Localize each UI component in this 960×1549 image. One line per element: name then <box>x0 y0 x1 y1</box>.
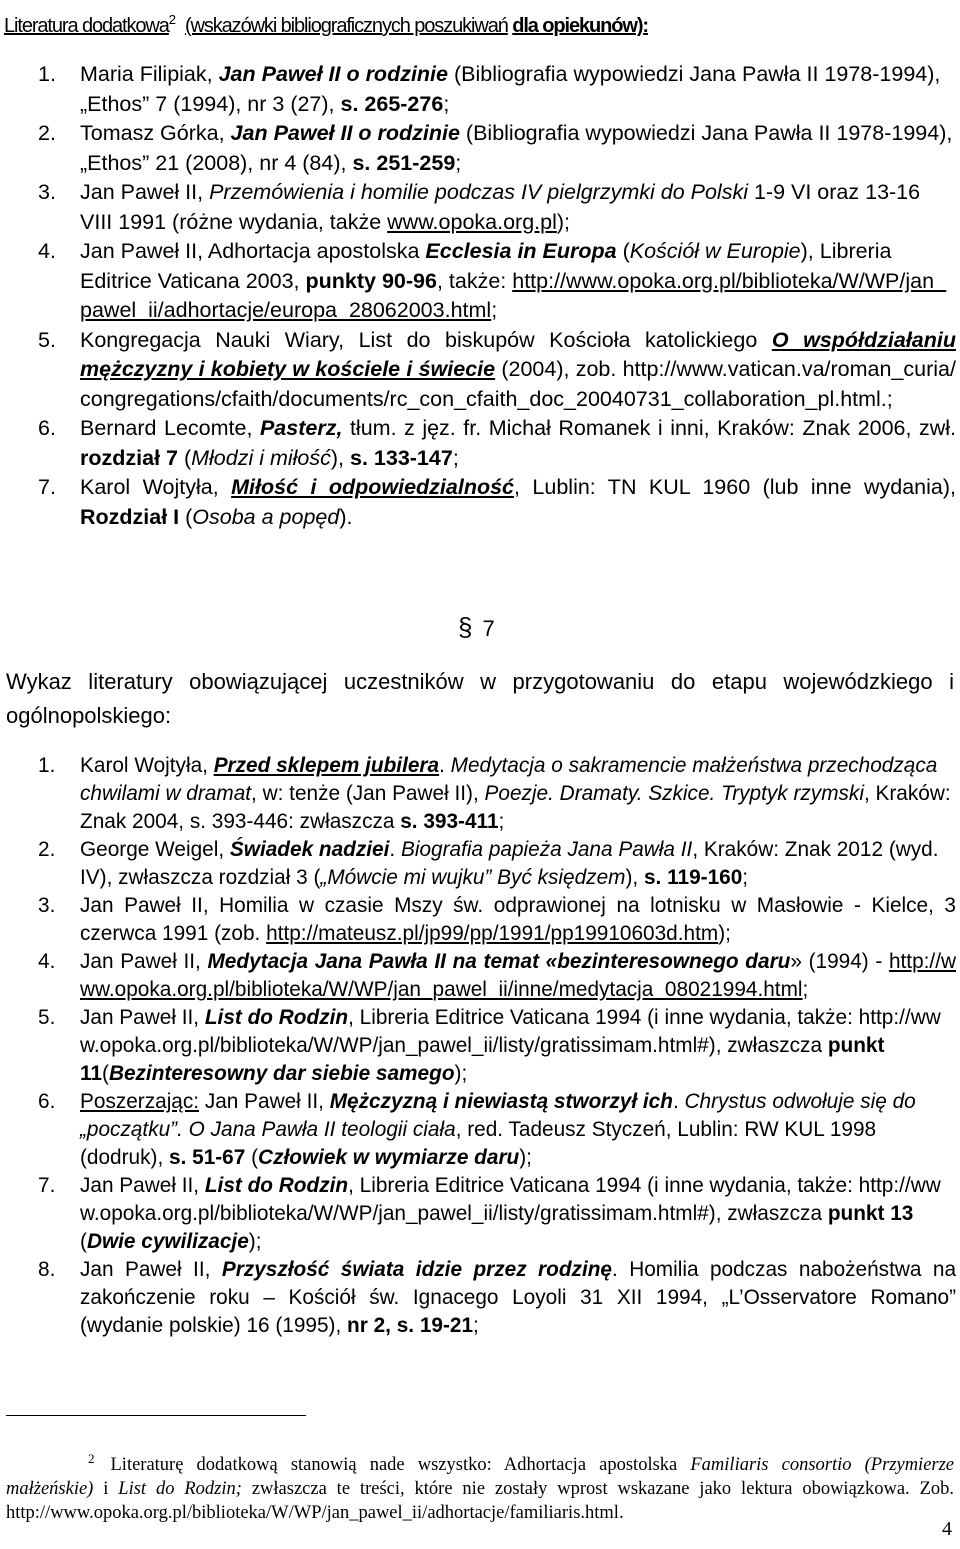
entry-text-segment: Świadek nadziei <box>229 838 390 861</box>
entry-text-segment: . Homilia podczas nabożeństwa na zakończenie roku – Kościół św. Ignacego Loyoli 31 XII 1994, „L’Osservatore Romano” (wydanie polskie) 16 (1995), <box>80 1258 957 1337</box>
entry-text-segment: List do Rodzin <box>204 1174 349 1197</box>
entry-text-segment: (Bibliografia wypowiedzi Jana Pawła II 1978-1994), „Ethos” 7 (1994), nr 3 (27), <box>80 62 941 116</box>
entry-text-segment: s. 51-67 <box>169 1146 246 1169</box>
entry-text-segment: Literaturę dodatkową stanowią nade wszystko: Adhortacja apostolska <box>110 1455 691 1475</box>
entry-text-segment: Jan Paweł II, <box>80 1174 205 1197</box>
entry-text-segment: Przed sklepem jubilera <box>213 754 440 777</box>
section-number: 7 <box>482 616 495 641</box>
page-number: 4 <box>942 1518 952 1540</box>
entry-text-segment: s. 133-147 <box>350 445 453 470</box>
entry-text-segment: ( <box>177 445 192 470</box>
entry-number: 7. <box>38 475 56 499</box>
bibliography-entry <box>0 326 960 415</box>
entry-text-segment: ( <box>80 1230 87 1253</box>
entry-text-segment: . <box>439 754 451 777</box>
entry-text-segment: ( <box>245 1146 259 1169</box>
entry-text-segment: punkty 90-96 <box>305 268 437 293</box>
entry-text-segment: s. 251-259 <box>352 150 456 175</box>
entry-text-segment: Biografia papieża Jana Pawła II <box>400 838 693 861</box>
entry-text-segment: , red. Tadeusz Styczeń, Lublin: RW KUL 1998 (dodruk), <box>80 1118 877 1169</box>
entry-number: 8. <box>38 1258 56 1281</box>
entry-number: 3. <box>38 894 56 917</box>
bibliography-entry <box>0 1088 960 1172</box>
entry-text-segment: ); <box>454 1062 468 1085</box>
entry-number: 2. <box>38 121 56 145</box>
entry-text-segment: i <box>93 1479 119 1499</box>
section-marker <box>458 612 495 644</box>
entry-text-segment: http://www.vatican.va/roman_curia/congregations/cfaith/documents/rc_con_cfaith_doc_20040731_collaboration_pl.html. <box>80 357 956 411</box>
entry-text-segment: punkt 13 <box>827 1202 914 1225</box>
entry-text-segment: http://www.opoka.org.pl/biblioteka/W/WP/jan_pawel_ii/inne/medytacja_08021994.html <box>80 950 956 1001</box>
entry-text-segment: Ecclesia in Europa <box>425 239 617 263</box>
entry-text-segment: ; <box>452 445 459 470</box>
entry-text-segment: Pasterz, <box>259 416 343 440</box>
entry-text-segment: ); <box>519 1146 532 1169</box>
entry-text-segment: Kongregacja Nauki Wiary, List do biskupów Kościoła katolickiego <box>80 327 772 352</box>
entry-text-segment: ), zwłaszcza <box>708 1202 828 1225</box>
entry-text-segment: Jan Paweł II o rodzinie <box>218 62 448 86</box>
entry-number: 2. <box>38 838 56 861</box>
bibliography-entry <box>0 1256 960 1340</box>
entry-text-segment: http://www.opoka.org.pl/biblioteka/W/WP/jan_pawel_ii/listy/gratissimam.html# <box>80 1006 941 1057</box>
entry-number: 6. <box>38 1090 56 1113</box>
section-sign-icon: § <box>458 612 473 642</box>
entry-text-segment: Jan Paweł II, <box>199 1090 330 1113</box>
entry-text-segment: ). <box>339 504 353 529</box>
entry-text-segment: ), <box>625 866 644 889</box>
entry-text-segment: , w: tenże (Jan Paweł II), <box>251 782 485 805</box>
entry-text-segment: s. 119-160 <box>643 866 743 889</box>
entry-text-segment: . <box>672 1090 685 1113</box>
entry-text-segment: List do Rodzin; <box>118 1479 242 1499</box>
entry-text-segment: ; <box>473 1314 479 1337</box>
bibliography-entry <box>0 836 960 892</box>
entry-text-segment: nr 2, s. 19-21 <box>347 1314 474 1337</box>
bibliography-entry <box>0 752 960 836</box>
entry-text-segment: Rozdział I <box>80 504 180 529</box>
entry-text-segment: Mężczyzną i niewiastą stworzył ich <box>329 1090 673 1113</box>
entry-text-segment: ), zwłaszcza <box>708 1034 828 1057</box>
entry-text-segment: „Mówcie mi wujku” Być księdzem <box>320 866 626 889</box>
entry-text-segment: Jan Paweł II, <box>80 1258 222 1281</box>
bibliography-entry <box>0 892 960 948</box>
bibliography-entry <box>0 119 960 178</box>
entry-text-segment: ; <box>886 386 893 411</box>
entry-text-segment: s. 393-411 <box>400 810 499 833</box>
heading-title: Literatura dodatkowa <box>4 15 169 37</box>
entry-text-segment: Jan Paweł II, Homilia w czasie Mszy św. odprawionej na lotnisku w Masłowie - Kielce, 3 czerwca 1991 (zob. <box>80 894 956 945</box>
entry-text-segment: (Bibliografia wypowiedzi Jana Pawła II 1978-1994), „Ethos” 21 (2008), nr 4 (84), <box>80 121 953 175</box>
entry-text-segment: Kościół w Europie <box>629 239 801 263</box>
entry-text-segment: ; <box>742 866 749 889</box>
supplementary-literature-list <box>0 60 960 532</box>
entry-text-segment: ( <box>179 504 193 529</box>
entry-text-segment: ; <box>491 298 498 322</box>
entry-text-segment: ; <box>498 810 505 833</box>
entry-text-segment: ); <box>556 209 570 234</box>
entry-text-segment: , także: <box>436 268 513 293</box>
entry-text-segment: s. 265-276 <box>340 91 444 116</box>
entry-number: 3. <box>38 180 56 204</box>
entry-text-segment: Medytacja Jana Pawła II na temat «bezinteresownego daru <box>207 950 791 973</box>
entry-text-segment: Karol Wojtyła, <box>80 475 232 499</box>
entry-text-segment: Osoba a popęd <box>192 504 340 529</box>
entry-text-segment: ( <box>616 239 630 263</box>
entry-text-segment: , Libreria Editrice Vaticana 1994 (i inne wydania, także: <box>348 1006 859 1029</box>
entry-text-segment: George Weigel, <box>80 838 230 861</box>
entry-text-segment: , Lublin: TN KUL 1960 (lub inne wydania), <box>514 475 956 499</box>
entry-text-segment: , Kraków: Znak 2004, s. 393-446: zwłaszcza <box>80 782 951 833</box>
entry-text-segment: Człowiek w wymiarze daru <box>258 1146 520 1169</box>
entry-text-segment: Przemówienia i homilie podczas IV pielgrzymki do Polski <box>209 180 748 204</box>
entry-text-segment: O współdziałaniu mężczyzny i kobiety w kościele i świecie <box>80 327 956 381</box>
entry-text-segment: Tomasz Górka, <box>80 121 231 145</box>
entry-text-segment: Bernard Lecomte, <box>80 416 260 440</box>
entry-text-segment: http://www.opoka.org.pl/biblioteka/W/WP/jan_pawel_ii/listy/gratissimam.html# <box>80 1174 941 1225</box>
entry-text-segment: Młodzi i miłość <box>191 445 331 470</box>
entry-text-segment: ; <box>455 150 462 175</box>
footnote <box>6 1447 954 1525</box>
entry-text-segment: www.opoka.org.pl <box>387 209 557 234</box>
heading-bold: dla opiekunów): <box>512 15 648 37</box>
entry-text-segment: Karol Wojtyła, <box>80 754 214 777</box>
entry-text-segment: ; <box>443 91 450 116</box>
entry-number: 5. <box>38 1006 56 1029</box>
entry-text-segment: Poezje. Dramaty. Szkice. Tryptyk rzymski <box>484 782 864 805</box>
heading-subtitle: (wskazówki bibliograficznych poszukiwań <box>184 15 508 37</box>
entry-text-segment: » (1994) - <box>790 950 889 973</box>
entry-text-segment: ); <box>248 1230 262 1253</box>
entry-text-segment: ), Libreria Editrice Vaticana 2003, <box>80 239 892 293</box>
entry-text-segment: Chrystus odwołuje się do „początku”. O Jana Pawła II teologii ciała <box>80 1090 916 1141</box>
bibliography-entry <box>0 178 960 237</box>
entry-text-segment: Jan Paweł II, <box>80 1006 205 1029</box>
entry-text-segment: ), <box>330 445 350 470</box>
entry-text-segment: Jan Paweł II, <box>80 950 208 973</box>
entry-number: 1. <box>38 754 56 777</box>
entry-text-segment: Jan Paweł II o rodzinie <box>230 121 460 145</box>
entry-text-segment: . <box>389 838 401 861</box>
entry-text-segment: punkt 11 <box>80 1034 885 1085</box>
entry-text-segment: ; <box>802 978 809 1001</box>
entry-number: 5. <box>38 327 56 352</box>
entry-text-segment: Przyszłość świata idzie przez rodzinę <box>221 1258 612 1281</box>
page-heading <box>4 2 954 44</box>
entry-text-segment: Miłość i odpowiedzialność <box>231 475 515 499</box>
bibliography-entry <box>0 1004 960 1088</box>
entry-text-segment: zwłaszcza te treści, które nie zostały wprost wskazane jako lektura obowiązkowa. Zob. http://www.opoka.org.pl/biblioteka/W/WP/jan_pawel_ii/adhortacje/familiaris.html. <box>6 1479 955 1523</box>
entry-text-segment: Jan Paweł II, Adhortacja apostolska <box>80 239 426 263</box>
entry-number: 7. <box>38 1174 56 1197</box>
entry-text-segment: , Kraków: Znak 2012 (wyd. IV), zwłaszcza rozdział 3 ( <box>80 838 939 889</box>
bibliography-entry <box>0 948 960 1004</box>
entry-text-segment: http://www.opoka.org.pl/biblioteka/W/WP/jan_pawel_ii/adhortacje/europa_28062003.html <box>80 268 947 322</box>
entry-text-segment: List do Rodzin <box>204 1006 349 1029</box>
footnote-number: 2 <box>88 1451 95 1466</box>
bibliography-entry <box>0 414 960 473</box>
entry-text-segment: rozdział 7 <box>80 445 178 470</box>
entry-text-segment: ); <box>718 922 731 945</box>
required-literature-intro: Wykaz literatury obowiązującej uczestników w przygotowaniu do etapu wojewódzkiego i ogólnopolskiego: <box>6 669 954 728</box>
entry-number: 1. <box>38 62 56 86</box>
entry-text-segment: Bezinteresowny dar siebie samego <box>108 1062 455 1085</box>
entry-text-segment: Jan Paweł II, <box>80 180 210 204</box>
entry-text-segment: , Libreria Editrice Vaticana 1994 (i inne wydania, także: <box>348 1174 859 1197</box>
footnote-reference: 2 <box>168 12 175 27</box>
entry-text-segment: ( <box>102 1062 109 1085</box>
entry-text-segment: Maria Filipiak, <box>80 62 219 86</box>
entry-text-segment: Poszerzając: <box>80 1090 200 1113</box>
entry-text-segment: tłum. z jęz. fr. Michał Romanek i inni, Kraków: Znak 2006, zwł. <box>342 416 956 440</box>
bibliography-entry <box>0 60 960 119</box>
entry-text-segment: http://mateusz.pl/jp99/pp/1991/pp19910603d.htm <box>266 922 719 945</box>
entry-number: 6. <box>38 416 56 440</box>
entry-number: 4. <box>38 239 56 263</box>
entry-text-segment: 1-9 VI oraz 13-16 VIII 1991 (różne wydania, także <box>80 180 921 234</box>
entry-text-segment: (2004), zob. <box>495 357 623 381</box>
bibliography-entry <box>0 1172 960 1256</box>
bibliography-entry <box>0 237 960 326</box>
entry-number: 4. <box>38 950 56 973</box>
required-literature-list <box>0 752 960 1340</box>
entry-text-segment: Familiaris consortio (Przymierze małżeńskie) <box>6 1455 955 1499</box>
footnote-divider <box>6 1415 306 1416</box>
entry-text-segment: Medytacja o sakramencie małżeństwa przechodząca chwilami w dramat <box>80 754 938 805</box>
bibliography-entry <box>0 473 960 532</box>
entry-text-segment: Dwie cywilizacje <box>86 1230 249 1253</box>
